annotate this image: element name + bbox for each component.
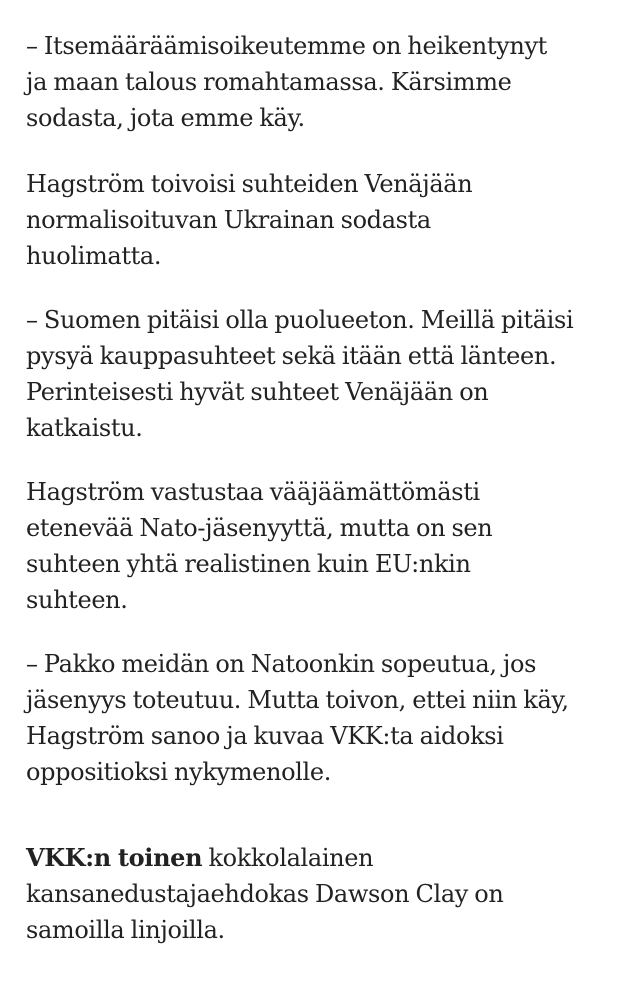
quote-paragraph-5 bbox=[26, 646, 569, 790]
paragraph-line: normalisoituvan Ukrainan sodasta bbox=[26, 206, 431, 234]
paragraph-line: suhteen. bbox=[26, 586, 128, 614]
paragraph-line: kansanedustajaehdokas Dawson Clay on bbox=[26, 880, 504, 908]
body-paragraph-2 bbox=[26, 166, 472, 274]
paragraph-line: Hagström sanoo ja kuvaa VKK:ta aidoksi bbox=[26, 722, 504, 750]
paragraph-line: ja maan talous romahtamassa. Kärsimme bbox=[26, 68, 512, 96]
paragraph-line: suhteen yhtä realistinen kuin EU:nkin bbox=[26, 550, 471, 578]
paragraph-line: pysyä kauppasuhteet sekä itään että länteen. bbox=[26, 342, 557, 370]
bold-lead-text: VKK:n toinen bbox=[26, 843, 203, 872]
paragraph-line: Hagström toivoisi suhteiden Venäjään bbox=[26, 170, 473, 198]
paragraph-line: katkaistu. bbox=[26, 414, 143, 442]
paragraph-line: oppositioksi nykymenolle. bbox=[26, 758, 331, 786]
paragraph-line-rest: kokkolalainen bbox=[202, 844, 374, 872]
paragraph-line: huolimatta. bbox=[26, 242, 162, 270]
paragraph-line: – Pakko meidän on Natoonkin sopeutua, jos bbox=[26, 650, 537, 678]
paragraph-line: – Itsemääräämisoikeutemme on heikentynyt bbox=[26, 32, 547, 60]
body-paragraph-6 bbox=[26, 840, 504, 948]
paragraph-line: samoilla linjoilla. bbox=[26, 916, 225, 944]
paragraph-line: etenevää Nato-jäsenyyttä, mutta on sen bbox=[26, 514, 493, 542]
paragraph-line: Perinteisesti hyvät suhteet Venäjään on bbox=[26, 378, 489, 406]
paragraph-line: – Suomen pitäisi olla puolueeton. Meillä pitäisi bbox=[26, 306, 574, 334]
paragraph-line-with-lead bbox=[26, 840, 504, 876]
paragraph-line: sodasta, jota emme käy. bbox=[26, 104, 305, 132]
paragraph-line: Hagström vastustaa vääjäämättömästi bbox=[26, 478, 480, 506]
paragraph-line: jäsenyys toteutuu. Mutta toivon, ettei niin käy, bbox=[26, 686, 569, 714]
quote-paragraph-1 bbox=[26, 28, 547, 136]
body-paragraph-4 bbox=[26, 474, 492, 618]
quote-paragraph-3 bbox=[26, 302, 573, 446]
